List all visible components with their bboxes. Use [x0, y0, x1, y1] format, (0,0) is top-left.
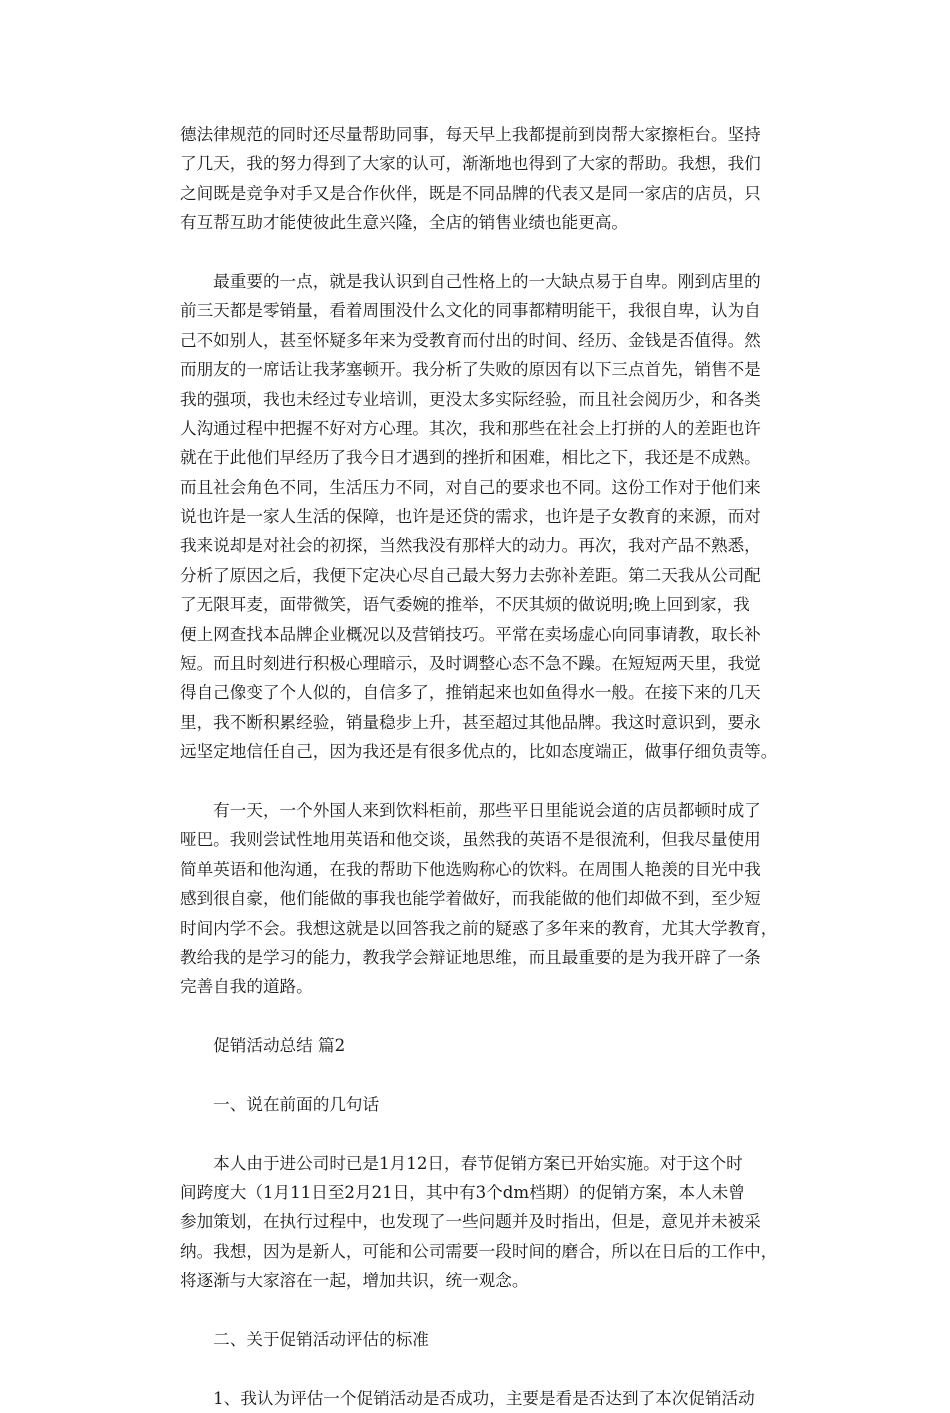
paragraph-gap	[180, 767, 780, 796]
paragraph-gap	[180, 1354, 780, 1383]
text-line: 就在于此他们早经历了我今日才遇到的挫折和困难，相比之下，我还是不成熟。	[180, 448, 761, 468]
text-line: 本人由于进公司时已是1月12日，春节促销方案已开始实施。对于这个时	[180, 1153, 743, 1173]
section-heading: 一、说在前面的几句话	[180, 1094, 380, 1114]
paragraph-gap	[180, 238, 780, 267]
text-line: 德法律规范的同时还尽量帮助同事，每天早上我都提前到岗帮大家擦柜台。坚持	[180, 125, 761, 144]
section-title: 促销活动总结 篇2	[180, 1036, 346, 1056]
text-line: 我的强项，我也未经过专业培训，更没太多实际经验，而且社会阅历少，和各类	[180, 389, 761, 409]
text-line: 分析了原因之后，我便下定决心尽自己最大努力去弥补差距。第二天我从公司配	[180, 565, 761, 585]
paragraph-gap	[180, 1119, 780, 1148]
text-line: 1、我认为评估一个促销活动是否成功，主要是看是否达到了本次促销活动	[180, 1388, 755, 1408]
text-line: 感到很自豪，他们能做的事我也能学着做好，而我能做的他们却做不到，至少短	[180, 889, 761, 909]
section-heading: 二、关于促销活动评估的标准	[180, 1330, 429, 1350]
paragraph-gap	[180, 1296, 780, 1325]
text-line: 己不如别人，甚至怀疑多年来为受教育而付出的时间、经历、金钱是否值得。然	[180, 330, 761, 350]
text-line: 时间内学不会。我想这就是以回答我之前的疑惑了多年来的教育，尤其大学教育，	[180, 918, 778, 938]
text-line: 哑巴。我则尝试性地用英语和他交谈，虽然我的英语不是很流利，但我尽量使用	[180, 830, 761, 850]
text-line: 前三天都是零销量，看着周围没什么文化的同事都精明能干，我很自卑，认为自	[180, 301, 761, 321]
text-line: 完善自我的道路。	[180, 977, 313, 997]
text-line: 里，我不断积累经验，销量稳步上升，甚至超过其他品牌。我这时意识到，要永	[180, 712, 761, 732]
text-line: 了无限耳麦，面带微笑，语气委婉的推举，不厌其烦的做说明;晚上回到家，我	[180, 595, 750, 615]
text-line: 教给我的是学习的能力，教我学会辩证地思维，而且最重要的是为我开辟了一条	[180, 947, 761, 967]
text-line: 将逐渐与大家溶在一起，增加共识，统一观念。	[180, 1271, 529, 1291]
text-line: 得自己像变了个人似的，自信多了，推销起来也如鱼得水一般。在接下来的几天	[180, 683, 761, 703]
text-line: 有一天，一个外国人来到饮料柜前，那些平日里能说会道的店员都顿时成了	[180, 800, 761, 820]
text-line: 参加策划，在执行过程中，也发现了一些问题并及时指出，但是，意见并未被采	[180, 1212, 761, 1232]
text-line: 有互帮互助才能使彼此生意兴隆，全店的销售业绩也能更高。	[180, 213, 629, 233]
text-line: 而且社会角色不同，生活压力不同，对自己的要求也不同。这份工作对于他们来	[180, 477, 761, 497]
text-line: 人沟通过程中把握不好对方心理。其次，我和那些在社会上打拼的人的差距也许	[180, 418, 761, 438]
text-line: 简单英语和他沟通，在我的帮助下他选购称心的饮料。在周围人艳羡的目光中我	[180, 859, 761, 879]
text-line: 之间既是竞争对手又是合作伙伴，既是不同品牌的代表又是同一家店的店员，只	[180, 183, 761, 203]
text-line: 间跨度大（1月11日至2月21日，其中有3个dm档期）的促销方案，本人未曾	[180, 1183, 745, 1203]
text-line: 而朋友的一席话让我茅塞顿开。我分析了失败的原因有以下三点首先，销售不是	[180, 360, 761, 380]
text-line: 了几天，我的努力得到了大家的认可，渐渐地也得到了大家的帮助。我想，我们	[180, 154, 761, 174]
paragraph-gap	[180, 1061, 780, 1090]
document-page	[180, 120, 780, 1413]
text-line: 说也许是一家人生活的保障，也许是还贷的需求，也许是子女教育的来源，而对	[180, 507, 761, 527]
text-line: 最重要的一点，就是我认识到自己性格上的一大缺点易于自卑。刚到店里的	[180, 271, 761, 291]
text-line: 纳。我想，因为是新人，可能和公司需要一段时间的磨合，所以在日后的工作中，	[180, 1241, 778, 1261]
text-line: 便上网查找本品牌企业概况以及营销技巧。平常在卖场虚心向同事请教，取长补	[180, 624, 761, 644]
text-line: 远坚定地信任自己，因为我还是有很多优点的，比如态度端正，做事仔细负责等。	[180, 742, 778, 762]
paragraph-gap	[180, 1002, 780, 1031]
text-line: 我来说却是对社会的初探，当然我没有那样大的动力。再次，我对产品不熟悉，	[180, 536, 761, 556]
text-line: 短。而且时刻进行积极心理暗示，及时调整心态不急不躁。在短短两天里，我觉	[180, 654, 761, 674]
